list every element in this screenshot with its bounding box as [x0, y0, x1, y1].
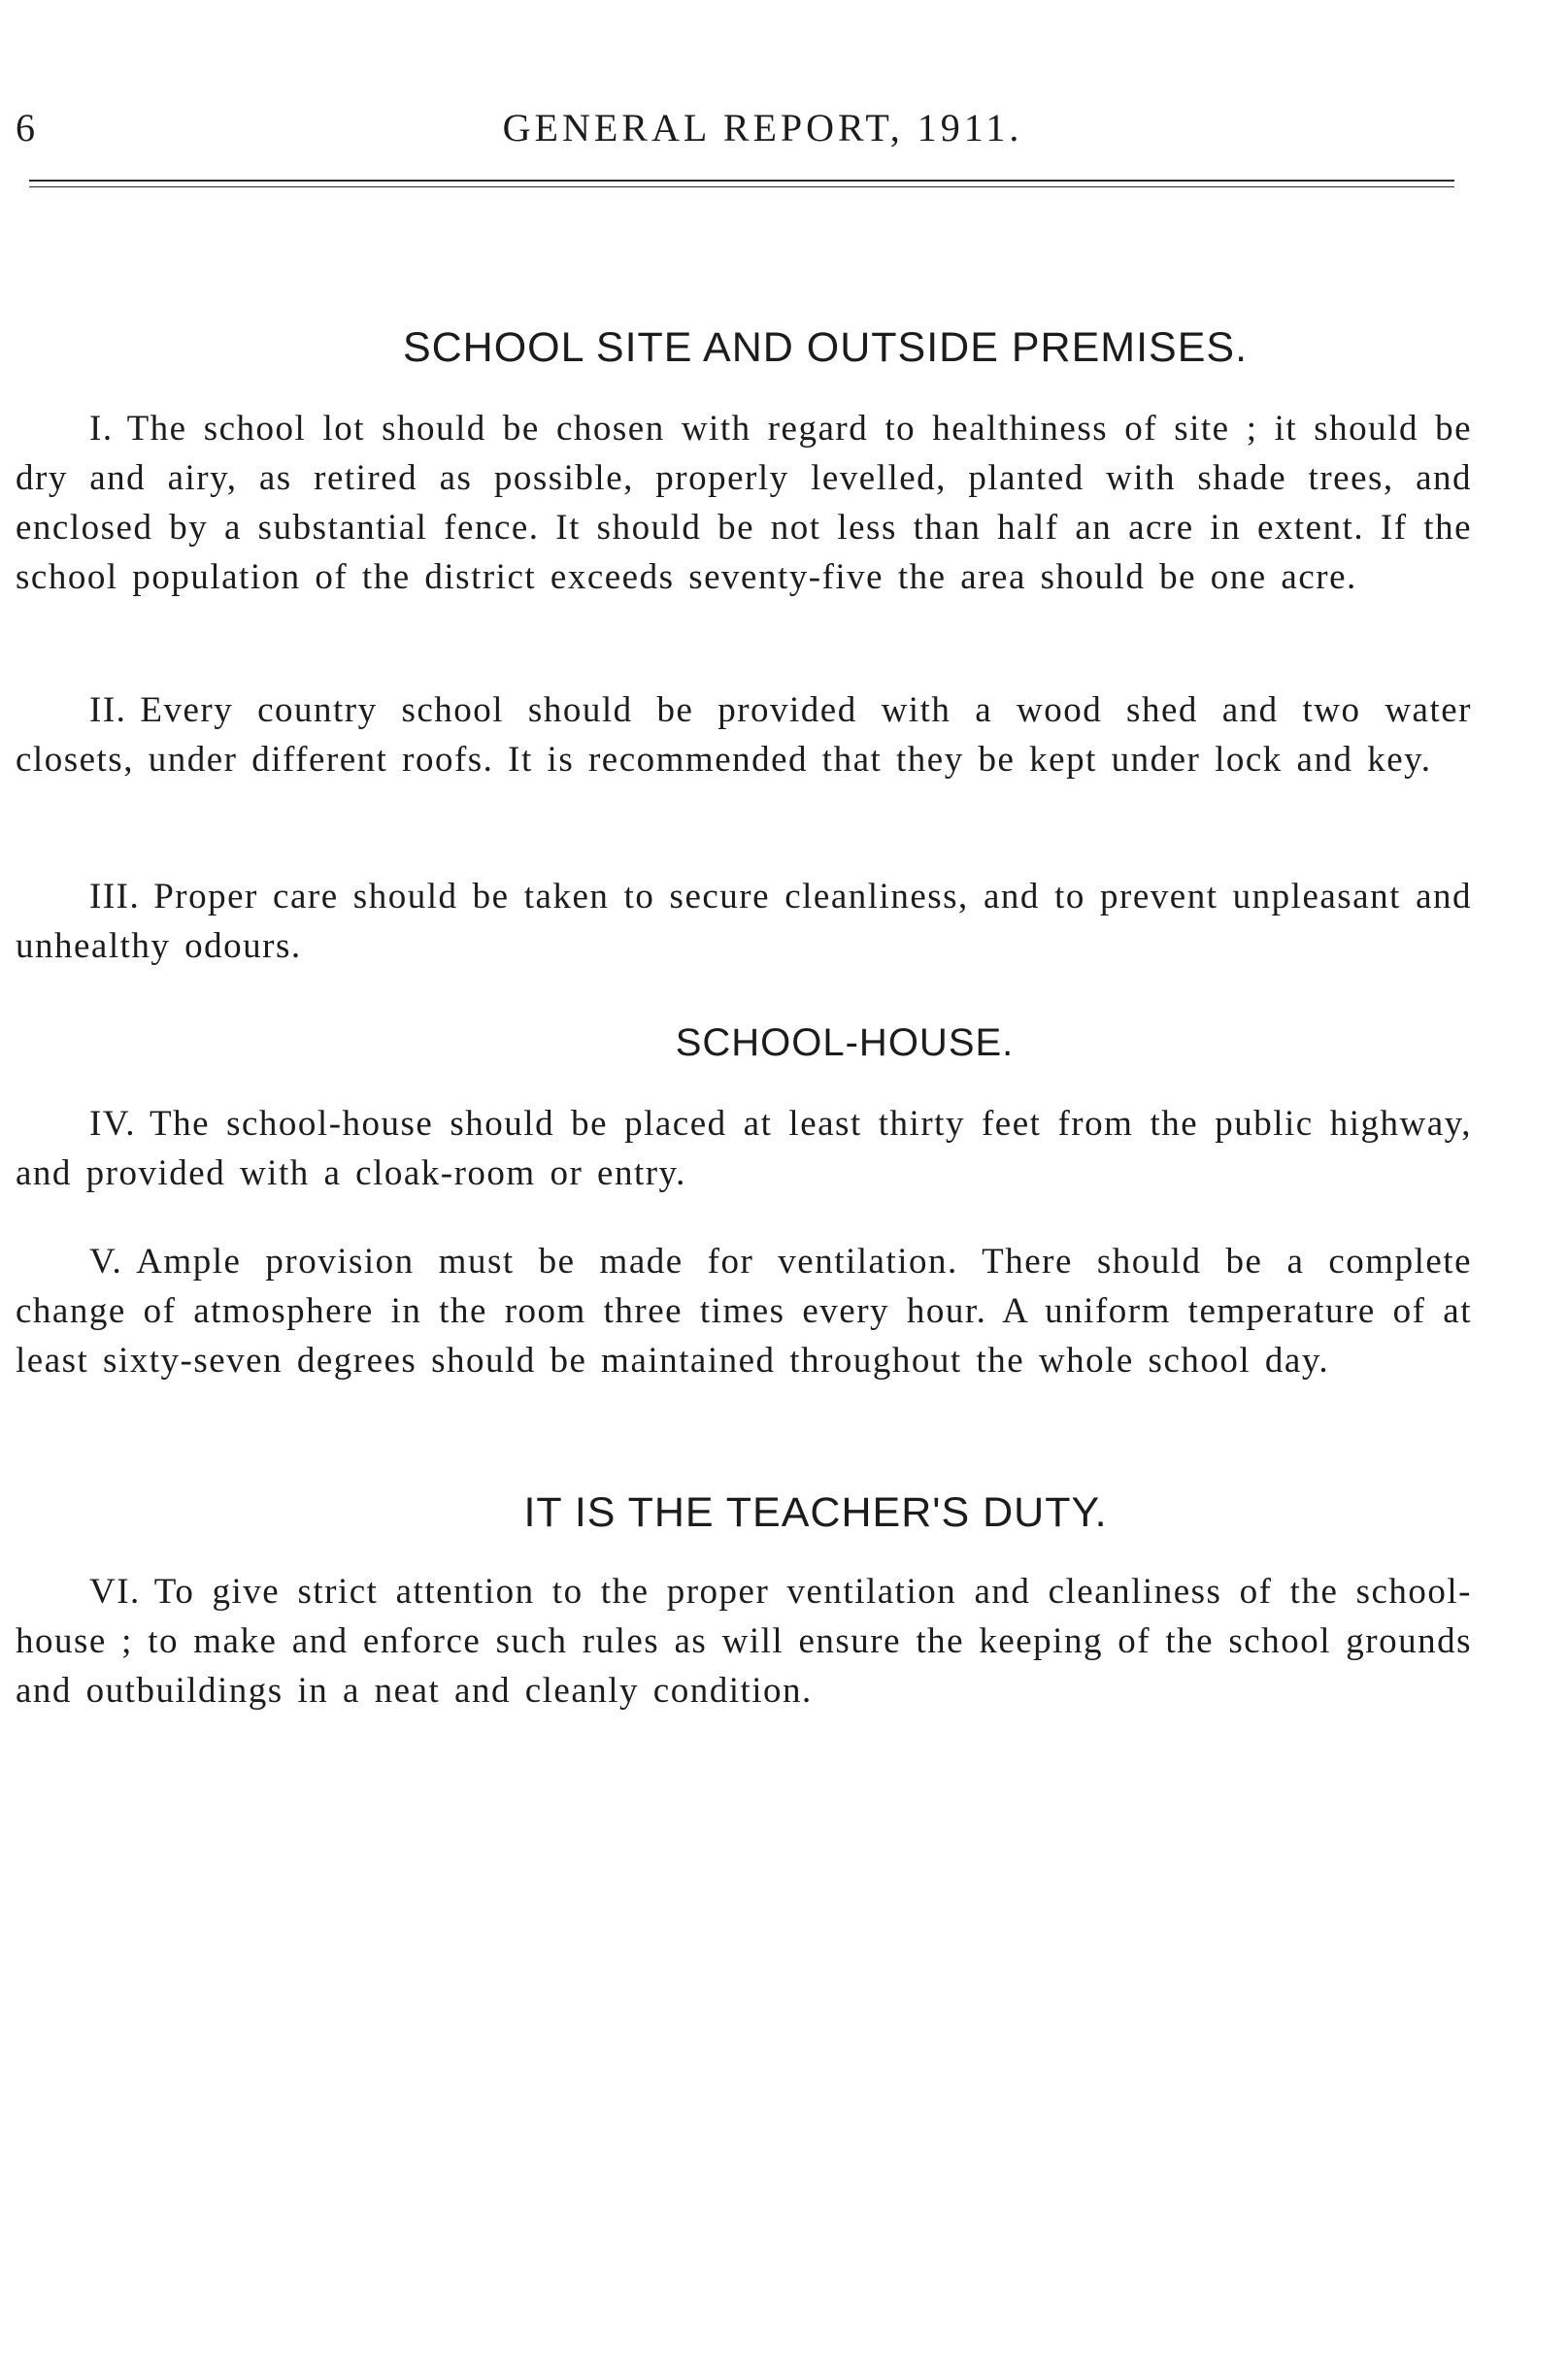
paragraph-vi — [16, 1567, 1472, 1716]
paragraph-numeral: V. — [89, 1242, 123, 1282]
running-head — [16, 105, 1471, 163]
paragraph-text: Ample provision must be made for ventilation. There should be a complete change of atmosphere in the room three times every hour. A uniform temperature of at least sixty-seven degrees should be maintained throughout the whole school day. — [16, 1242, 1472, 1381]
paragraph-text: To give strict attention to the proper ventilation and cleanliness of the school-house ; to make and enforce such rules as will ensure the keeping of the school grounds and outbuildings in a neat and cleanly condition. — [16, 1572, 1472, 1711]
section-heading-school-house: SCHOOL-HOUSE. — [675, 1021, 1015, 1064]
paragraph-numeral: IV. — [89, 1104, 137, 1144]
header-rule — [29, 180, 1454, 182]
paragraph-text: The school-house should be placed at least thirty feet from the public highway, and provided with a cloak-room or entry. — [16, 1104, 1472, 1193]
paragraph-iii — [16, 872, 1472, 971]
paragraph-text: The school lot should be chosen with regard to healthiness of site ; it should be dry and airy, as retired as possible, properly levelled, planted with shade trees, and enclosed by a substantial fence. It should be not less than half an acre in extent. If the school population of the district exceeds seventy-five the area should be one acre. — [16, 409, 1472, 597]
header-rule-thin — [29, 186, 1454, 187]
paragraph-text: Every country school should be provided with a wood shed and two water closets, under different roofs. It is recommended that they be kept under lock and key. — [16, 690, 1472, 780]
paragraph-iv — [16, 1099, 1472, 1198]
paragraph-text: Proper care should be taken to secure cleanliness, and to prevent unpleasant and unhealthy odours. — [16, 877, 1472, 966]
section-heading-school-site: SCHOOL SITE AND OUTSIDE PREMISES. — [402, 324, 1249, 371]
page-number: 6 — [16, 106, 39, 150]
paragraph-i — [16, 404, 1472, 602]
section-heading-teachers-duty: IT IS THE TEACHER'S DUTY. — [523, 1489, 1108, 1536]
paragraph-numeral: I. — [89, 409, 114, 449]
paragraph-numeral: III. — [89, 877, 141, 916]
paragraph-ii — [16, 685, 1472, 784]
running-title: GENERAL REPORT, 1911. — [502, 106, 1023, 150]
paragraph-numeral: VI. — [89, 1572, 141, 1612]
paragraph-numeral: II. — [89, 690, 127, 730]
paragraph-v — [16, 1237, 1472, 1385]
